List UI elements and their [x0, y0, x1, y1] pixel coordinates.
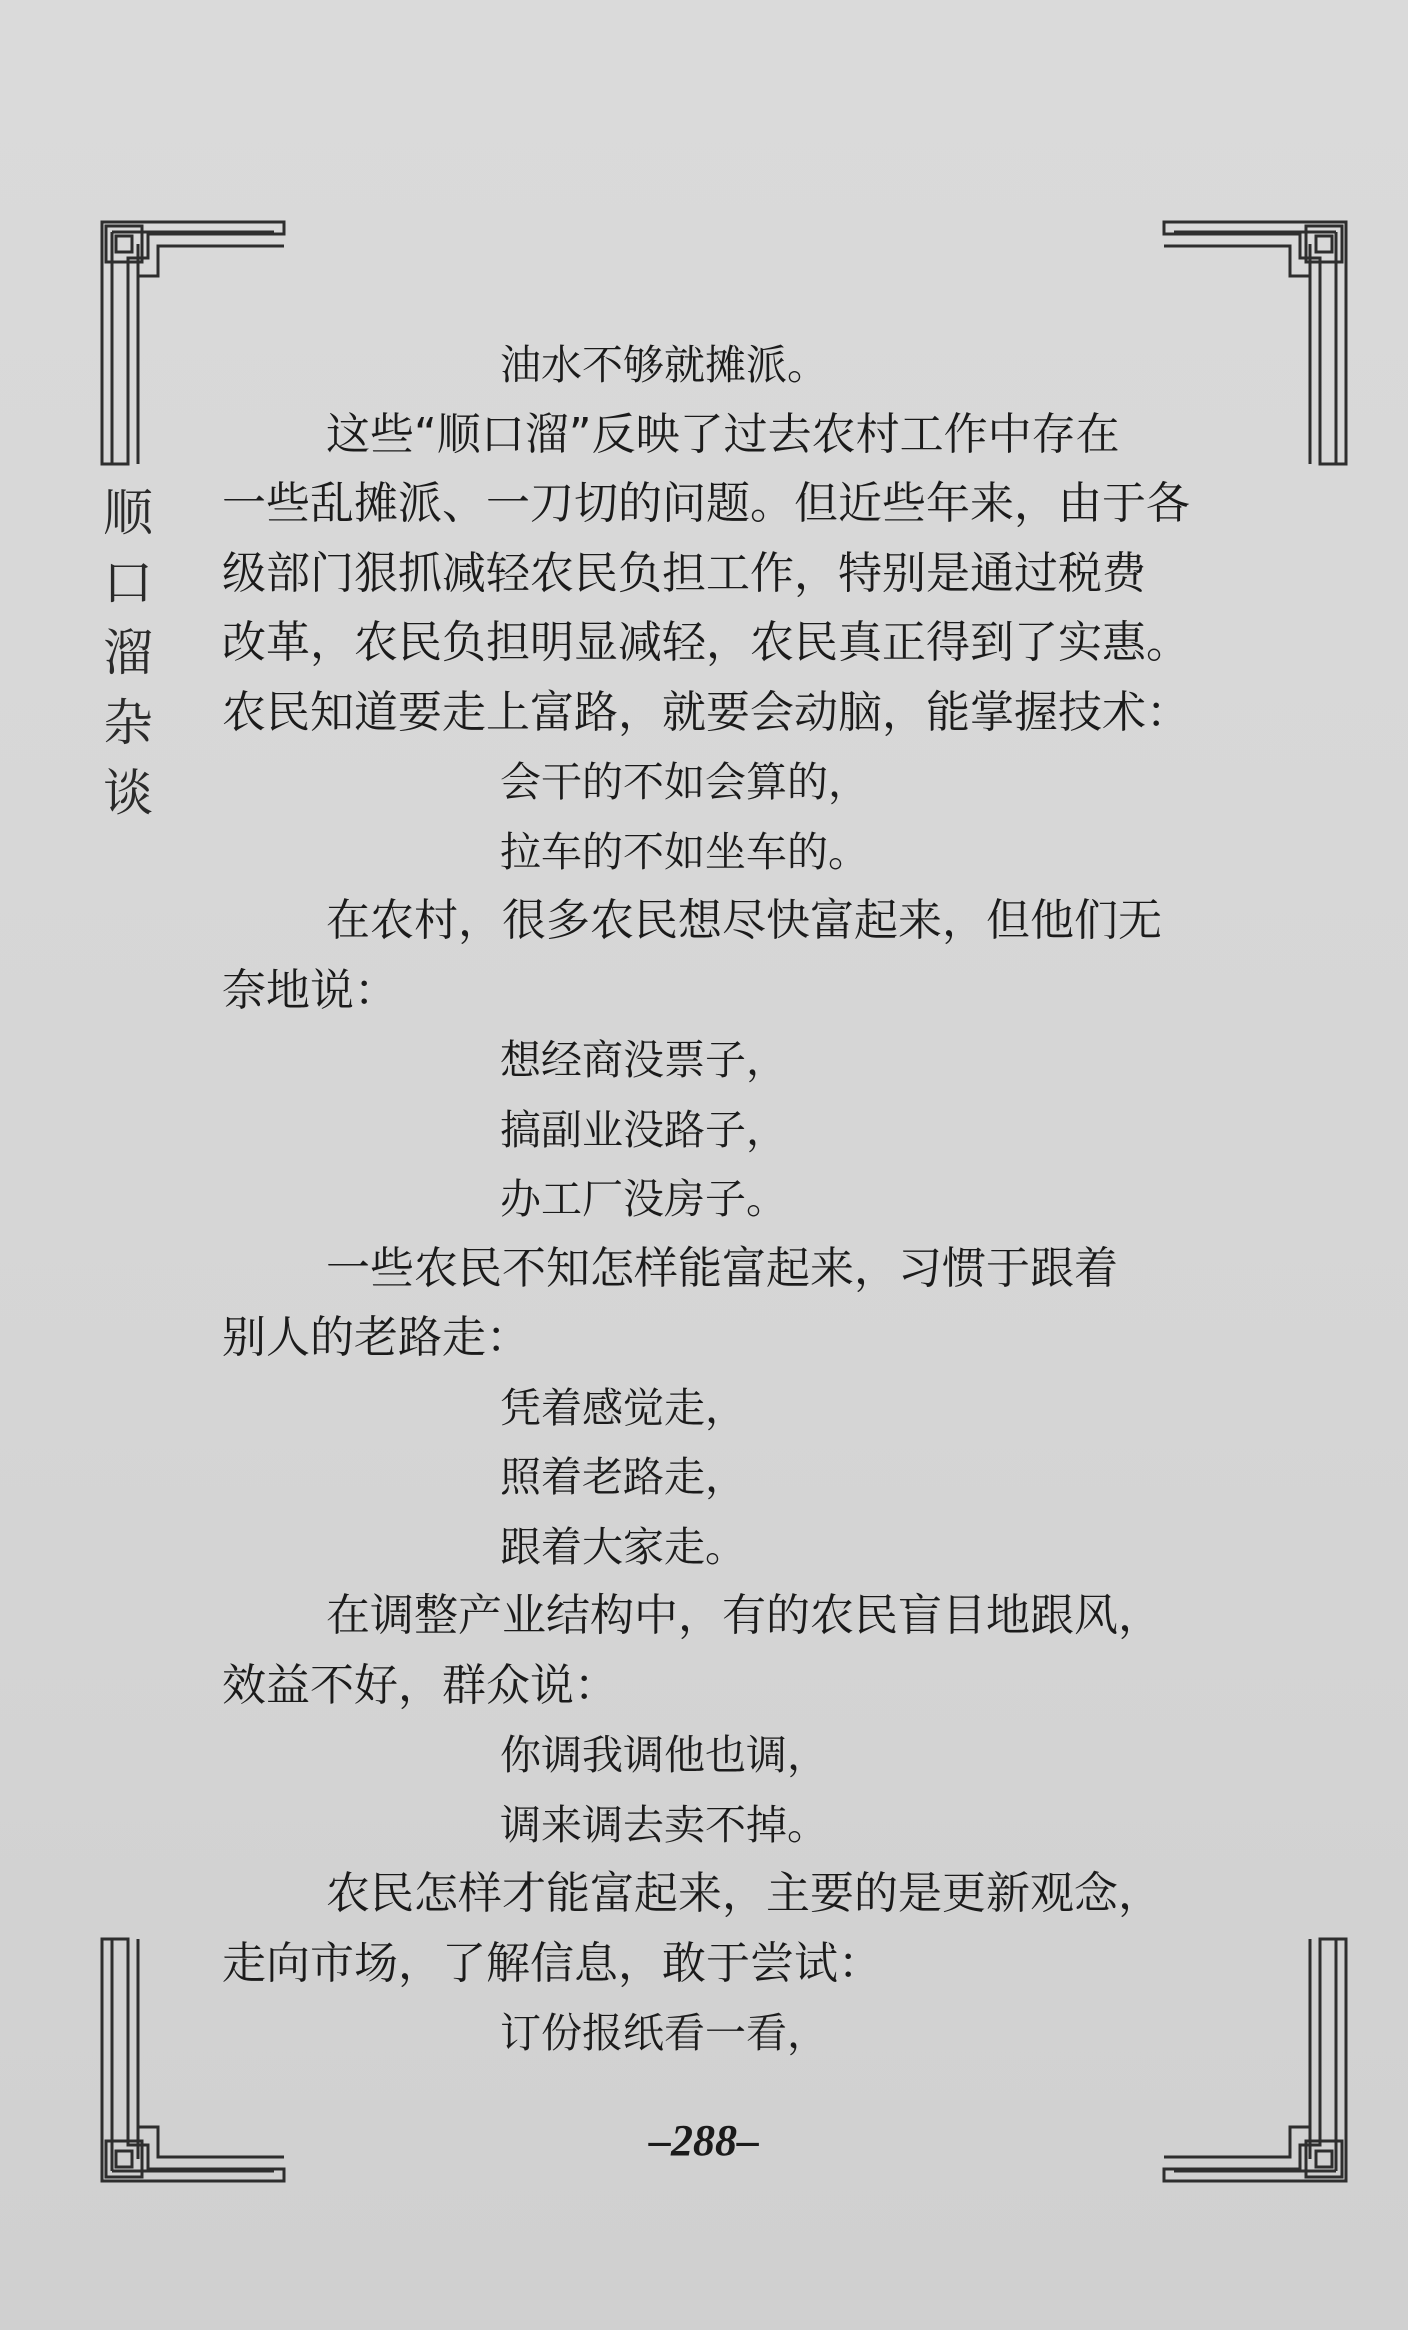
paragraph-line: 走向市场，了解信息，敢于尝试： — [222, 1937, 882, 1989]
verse-line: 办工厂没房子。 — [500, 1175, 787, 1223]
verse-line: 拉车的不如坐车的。 — [500, 827, 869, 876]
paragraph-line: 在调整产业结构中，有的农民盲目地跟风， — [326, 1590, 1162, 1641]
paragraph-line: 改革，农民负担明显减轻，农民真正得到了实惠。 — [222, 617, 1190, 668]
verse-line: 油水不够就摊派。 — [500, 341, 828, 389]
running-title-char: 谈 — [103, 764, 153, 822]
verse-line: 凭着感觉走， — [500, 1383, 746, 1432]
running-title-char: 顺 — [103, 484, 153, 542]
verse-line: 你调我调他也调， — [500, 1731, 828, 1779]
paragraph-line: 一些乱摊派、一刀切的问题。但近些年来，由于各 — [222, 478, 1190, 529]
page-number: –288– — [649, 2116, 759, 2165]
verse-line: 会干的不如会算的， — [500, 758, 869, 806]
verse-line: 订份报纸看一看， — [500, 2009, 828, 2057]
paragraph-line: 这些“顺口溜”反映了过去农村工作中存在 — [326, 408, 1120, 460]
paragraph-line: 级部门狠抓减轻农民负担工作，特别是通过税费 — [222, 547, 1146, 599]
running-title-char: 溜 — [103, 624, 153, 682]
paragraph-line: 一些农民不知怎样能富起来，习惯于跟着 — [326, 1242, 1118, 1294]
paragraph-line: 效益不好，群众说： — [222, 1659, 618, 1711]
verse-line: 跟着大家走。 — [500, 1522, 746, 1571]
paragraph-line: 农民怎样才能富起来，主要的是更新观念， — [326, 1868, 1162, 1919]
verse-line: 想经商没票子， — [500, 1036, 787, 1084]
paragraph-line: 农民知道要走上富路，就要会动脑，能掌握技术： — [222, 686, 1190, 738]
verse-line: 搞副业没路子， — [500, 1105, 787, 1154]
corner-ornament-top-left — [98, 218, 288, 468]
verse-line: 照着老路走， — [500, 1453, 746, 1501]
running-title-char: 口 — [103, 554, 153, 612]
running-title-char: 杂 — [103, 694, 153, 752]
verse-line: 调来调去卖不掉。 — [500, 1800, 828, 1849]
paragraph-line: 别人的老路走： — [222, 1312, 530, 1363]
running-title-vertical — [98, 478, 158, 828]
paragraph-line: 在农村，很多农民想尽快富起来，但他们无 — [326, 895, 1162, 946]
corner-ornament-top-right — [1160, 218, 1350, 468]
paragraph-line: 奈地说： — [222, 964, 398, 1016]
